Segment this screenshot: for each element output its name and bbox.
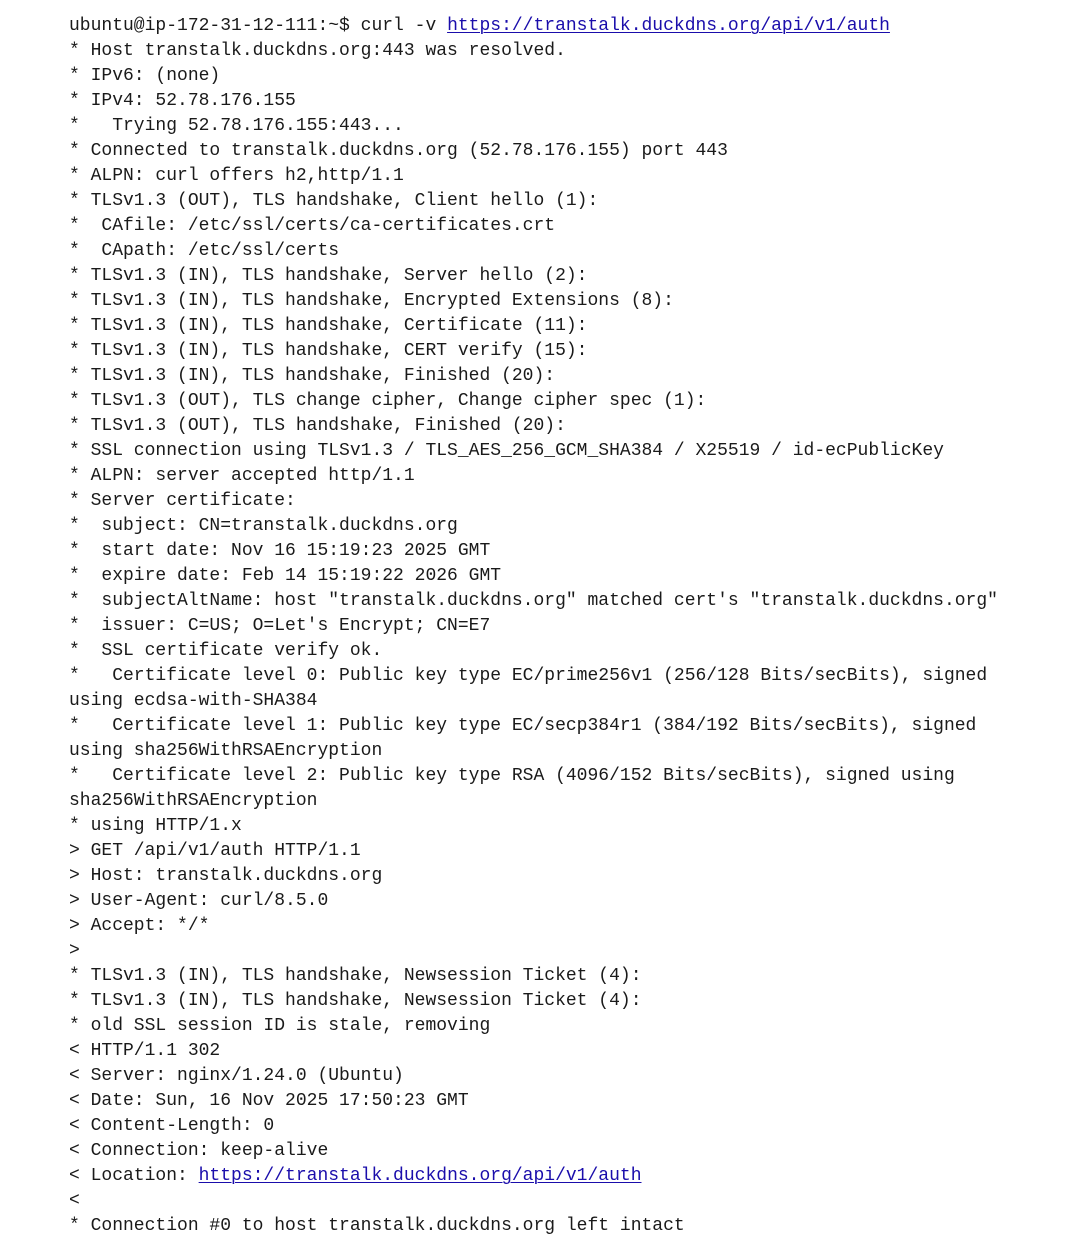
output-line: * Certificate level 0: Public key type EC/prime256v1 (256/128 Bits/secBits), signed — [69, 666, 988, 686]
output-line: * start date: Nov 16 15:19:23 2025 GMT — [69, 541, 491, 561]
output-line: * old SSL session ID is stale, removing — [69, 1016, 491, 1036]
output-line: * issuer: C=US; O=Let's Encrypt; CN=E7 — [69, 616, 491, 636]
output-line: * TLSv1.3 (IN), TLS handshake, Encrypted Extensions (8): — [69, 291, 674, 311]
output-line: using sha256WithRSAEncryption — [69, 741, 383, 761]
output-line: < HTTP/1.1 302 — [69, 1041, 221, 1061]
output-line: * TLSv1.3 (IN), TLS handshake, Newsession Ticket (4): — [69, 966, 642, 986]
output-line: > Host: transtalk.duckdns.org — [69, 866, 383, 886]
location-url-link[interactable]: https://transtalk.duckdns.org/api/v1/auth — [198, 1166, 642, 1186]
output-line: * TLSv1.3 (IN), TLS handshake, Server hello (2): — [69, 266, 588, 286]
output-line: * Host transtalk.duckdns.org:443 was resolved. — [69, 41, 566, 61]
output-line: * TLSv1.3 (OUT), TLS change cipher, Change cipher spec (1): — [69, 391, 707, 411]
output-lines — [69, 39, 1059, 1164]
output-line: * TLSv1.3 (IN), TLS handshake, Finished (20): — [69, 366, 556, 386]
output-line: * SSL connection using TLSv1.3 / TLS_AES_256_GCM_SHA384 / X25519 / id-ecPublicKey — [69, 441, 944, 461]
output-line: * TLSv1.3 (OUT), TLS handshake, Client hello (1): — [69, 191, 599, 211]
output-line: < Server: nginx/1.24.0 (Ubuntu) — [69, 1066, 404, 1086]
output-line: * expire date: Feb 14 15:19:22 2026 GMT — [69, 566, 502, 586]
output-line: < Connection: keep-alive — [69, 1141, 329, 1161]
output-line: < Date: Sun, 16 Nov 2025 17:50:23 GMT — [69, 1091, 469, 1111]
command-url-link[interactable]: https://transtalk.duckdns.org/api/v1/auth — [447, 16, 890, 36]
output-line: > User-Agent: curl/8.5.0 — [69, 891, 329, 911]
output-line: > Accept: */* — [69, 916, 210, 936]
output-tail-lines — [69, 1189, 1059, 1239]
output-line: * Connection #0 to host transtalk.duckdns.org left intact — [69, 1216, 685, 1236]
output-line: < — [69, 1191, 80, 1211]
shell-prompt: ubuntu@ip-172-31-12-111:~$ curl -v — [69, 16, 448, 36]
output-line: * using HTTP/1.x — [69, 816, 242, 836]
output-line: * Connected to transtalk.duckdns.org (52.78.176.155) port 443 — [69, 141, 728, 161]
output-line: * ALPN: curl offers h2,http/1.1 — [69, 166, 404, 186]
command-line — [69, 14, 1059, 39]
output-line: * CAfile: /etc/ssl/certs/ca-certificates.crt — [69, 216, 556, 236]
output-line: * TLSv1.3 (IN), TLS handshake, CERT verify (15): — [69, 341, 588, 361]
location-prefix: < Location: — [69, 1166, 199, 1186]
output-line: sha256WithRSAEncryption — [69, 791, 318, 811]
output-line: * SSL certificate verify ok. — [69, 641, 383, 661]
terminal-output — [69, 14, 1059, 1239]
output-line: * Certificate level 1: Public key type EC/secp384r1 (384/192 Bits/secBits), signed — [69, 716, 977, 736]
output-line: * IPv4: 52.78.176.155 — [69, 91, 296, 111]
output-line: * Server certificate: — [69, 491, 296, 511]
output-line: < Content-Length: 0 — [69, 1116, 275, 1136]
location-header-line — [69, 1164, 1059, 1189]
output-line: * TLSv1.3 (IN), TLS handshake, Certificate (11): — [69, 316, 588, 336]
output-line: * subject: CN=transtalk.duckdns.org — [69, 516, 458, 536]
output-line: * TLSv1.3 (IN), TLS handshake, Newsession Ticket (4): — [69, 991, 642, 1011]
output-line: * Trying 52.78.176.155:443... — [69, 116, 404, 136]
output-line: * TLSv1.3 (OUT), TLS handshake, Finished (20): — [69, 416, 566, 436]
output-line: > GET /api/v1/auth HTTP/1.1 — [69, 841, 361, 861]
output-line: * subjectAltName: host "transtalk.duckdns.org" matched cert's "transtalk.duckdns.org" — [69, 591, 998, 611]
output-line: * Certificate level 2: Public key type RSA (4096/152 Bits/secBits), signed using — [69, 766, 955, 786]
output-line: using ecdsa-with-SHA384 — [69, 691, 318, 711]
output-line: * ALPN: server accepted http/1.1 — [69, 466, 415, 486]
output-line: > — [69, 941, 80, 961]
output-line: * CApath: /etc/ssl/certs — [69, 241, 340, 261]
output-line: * IPv6: (none) — [69, 66, 221, 86]
